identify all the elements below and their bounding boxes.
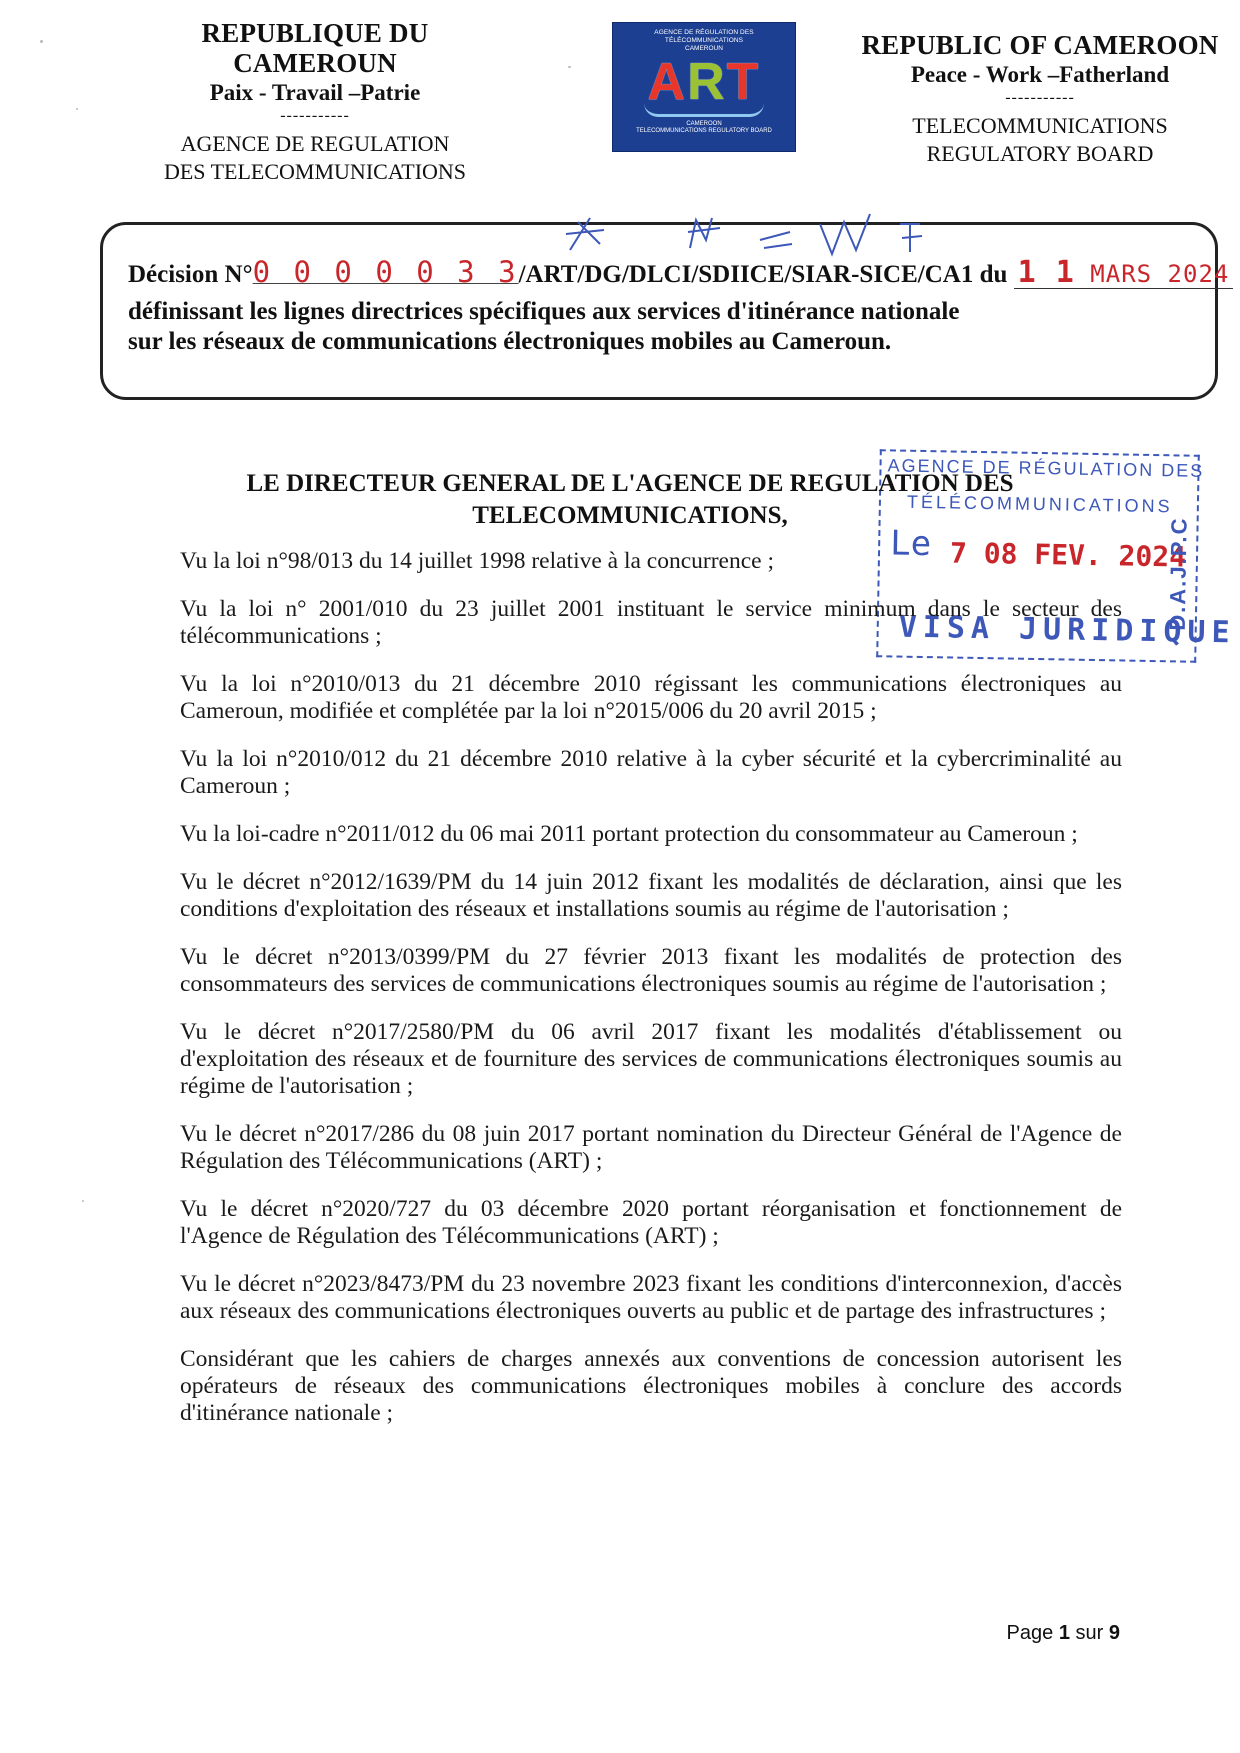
considerant-item: Vu la loi n° 2001/010 du 23 juillet 2001 instituant le service minimum dans le secteur des télécommunications ; [180, 596, 1122, 649]
considerant-item: Vu la loi n°2010/012 du 21 décembre 2010 relative à la cyber sécurité et la cybercriminalité au Cameroun ; [180, 746, 1122, 799]
decision-date-day: 1 1 [1017, 255, 1075, 290]
header-separator: ----------- [1005, 89, 1075, 106]
scan-speck [82, 1200, 84, 1202]
agency-line-2: REGULATORY BOARD [926, 141, 1154, 166]
page-heading [190, 468, 1070, 532]
decision-line-2: définissant les lignes directrices spécifiques aux services d'itinérance nationale [128, 298, 960, 325]
considerants-list [180, 548, 1122, 1448]
logo-top-text-2: CAMEROUN [685, 45, 723, 52]
agency-line-2: DES TELECOMMUNICATIONS [163, 159, 467, 184]
considerant-item: Vu le décret n°2020/727 du 03 décembre 2020 portant réorganisation et fonctionnement de l'Agence de Régulation des Télécommunications (ART) ; [180, 1196, 1122, 1249]
decision-date [1014, 255, 1234, 290]
country-name-fr: REPUBLIQUE DU CAMEROUN [201, 18, 429, 78]
logo-bottom-text-2: TELECOMMUNICATIONS REGULATORY BOARD [636, 128, 772, 134]
considerant-item: Vu la loi n°2010/013 du 21 décembre 2010 régissant les communications électroniques au Cameroun, modifiée et complétée par la loi n°2015/006 du 20 avril 2015 ; [180, 671, 1122, 724]
decision-number: 0 0 0 0 0 3 3 [252, 255, 519, 289]
logo-top-text-1: AGENCE DE RÉGULATION DES TÉLÉCOMMUNICATIONS [654, 29, 754, 44]
stamp-le: Le [889, 523, 932, 565]
page-of-label: sur [1075, 1622, 1104, 1644]
heading-line-2: TELECOMMUNICATIONS, [472, 502, 788, 529]
motto-en: Peace - Work –Fatherland [910, 62, 1170, 87]
decision-line-3: sur les réseaux de communications électroniques mobiles au Cameroun. [128, 328, 892, 355]
header-separator: ----------- [280, 107, 350, 124]
considerant-item: Vu la loi n°98/013 du 14 juillet 1998 relative à la concurrence ; [180, 548, 775, 574]
decision-line-1 [128, 255, 1233, 290]
scan-speck [76, 108, 78, 110]
stamp-line-2: TÉLÉCOMMUNICATIONS [906, 491, 1173, 517]
logo-bottom-text-1: CAMEROON [686, 121, 722, 127]
decision-reference: /ART/DG/DLCI/SDIICE/SIAR-SICE/CA1 du [518, 261, 1008, 288]
page-number [1007, 1622, 1120, 1645]
country-name-en: REPUBLIC OF CAMEROON [861, 30, 1219, 60]
agency-line-1: TELECOMMUNICATIONS [912, 113, 1168, 138]
page-current: 1 [1058, 1622, 1070, 1644]
motto-fr: Paix - Travail –Patrie [209, 80, 421, 105]
header-left [130, 18, 500, 186]
decision-date-rest: MARS 2024 [1090, 260, 1230, 288]
decision-prefix: Décision N° [128, 261, 253, 288]
stamp-date: 7 08 FEV. 2024 [949, 536, 1187, 574]
art-logo [612, 22, 796, 152]
page-label: Page [1006, 1622, 1054, 1644]
scan-speck [40, 40, 43, 43]
stamp-visa: VISA JURIDIQUE [898, 609, 1236, 651]
scan-speck [568, 66, 571, 68]
considerant-item: Vu le décret n°2017/2580/PM du 06 avril 2017 fixant les modalités d'établissement ou d'exploitation des réseaux et de fourniture des services de communications électroniques soumis au régime de l'autorisation ; [180, 1019, 1122, 1099]
considerant-item: Vu le décret n°2012/1639/PM du 14 juin 2012 fixant les modalités de déclaration, ainsi que les conditions d'exploitation des réseaux et installations soumis au régime de l'autorisation ; [180, 869, 1122, 922]
agency-name-fr [130, 130, 500, 186]
considerant-item: Considérant que les cahiers de charges annexés aux conventions de concession autorisent les opérateurs de réseaux des communications électroniques mobiles à conclure des accords d'itinérance nationale ; [180, 1346, 1122, 1426]
heading-line-1: LE DIRECTEUR GENERAL DE L'AGENCE DE REGULATION DES [246, 470, 1014, 497]
stamp-line-1: AGENCE DE RÉGULATION DES [887, 455, 1205, 481]
considerant-item: Vu le décret n°2013/0399/PM du 27 février 2013 fixant les modalités de protection des consommateurs des services de communications électroniques soumis au régime de l'autorisation ; [180, 944, 1122, 997]
considerant-item: Vu le décret n°2017/286 du 08 juin 2017 portant nomination du Directeur Général de l'Agence de Régulation des Télécommunications (ART) ; [180, 1121, 1122, 1174]
logo-mark: ART [647, 53, 761, 111]
agency-line-1: AGENCE DE REGULATION [180, 131, 450, 156]
agency-name-en [860, 112, 1220, 168]
header-right [860, 30, 1220, 168]
considerant-item: Vu la loi-cadre n°2011/012 du 06 mai 2011 portant protection du consommateur au Cameroun ; [180, 821, 1078, 847]
handwritten-initials [560, 210, 980, 260]
stamp-side-label: D.A.J.P.C [1164, 516, 1192, 631]
page-total: 9 [1108, 1622, 1120, 1644]
considerant-item: Vu le décret n°2023/8473/PM du 23 novembre 2023 fixant les conditions d'interconnexion, d'accès aux réseaux des communications électroniques ouverts au public et de partage des infrastructures ; [180, 1271, 1122, 1324]
